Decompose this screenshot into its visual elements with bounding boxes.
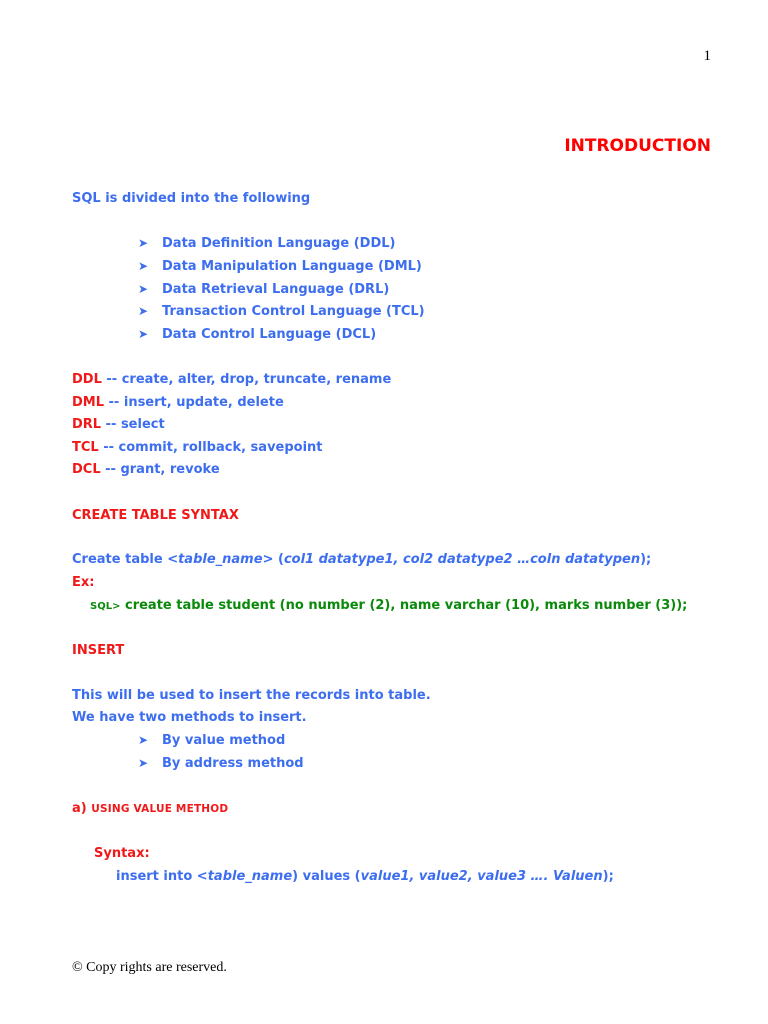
sub-heading: a) USING VALUE METHOD [72, 801, 229, 816]
list-item: ➤ Transaction Control Language (TCL) [138, 304, 425, 319]
sql-prompt: SQL> [90, 601, 121, 612]
arrow-bullet-icon: ➤ [138, 756, 149, 770]
command-row: DDL -- create, alter, drop, truncate, rename [72, 372, 392, 387]
arrow-bullet-icon: ➤ [138, 327, 149, 341]
example-label: Ex: [72, 575, 95, 590]
command-row: DRL -- select [72, 417, 165, 432]
insert-description: This will be used to insert the records into table. [72, 688, 431, 703]
list-item: ➤ By address method [138, 756, 304, 771]
command-row: DCL -- grant, revoke [72, 462, 220, 477]
page-number: 1 [703, 48, 711, 64]
arrow-bullet-icon: ➤ [138, 304, 149, 318]
arrow-bullet-icon: ➤ [138, 733, 149, 747]
arrow-bullet-icon: ➤ [138, 236, 149, 250]
syntax-label: Syntax: [94, 846, 150, 861]
insert-heading: INSERT [72, 643, 125, 658]
insert-syntax: insert into <table_name) values (value1, value2, value3 …. Valuen); [116, 869, 614, 884]
arrow-bullet-icon: ➤ [138, 259, 149, 273]
arrow-bullet-icon: ➤ [138, 282, 149, 296]
list-item: ➤ Data Retrieval Language (DRL) [138, 282, 390, 297]
page-title: INTRODUCTION [564, 136, 711, 156]
command-row: TCL -- commit, rollback, savepoint [72, 440, 323, 455]
list-item: ➤ Data Manipulation Language (DML) [138, 259, 422, 274]
example-code: SQL> create table student (no number (2), name varchar (10), marks number (3)); [90, 598, 688, 613]
footer-copyright: © Copy rights are reserved. [72, 960, 227, 975]
insert-description: We have two methods to insert. [72, 710, 307, 725]
command-row: DML -- insert, update, delete [72, 395, 284, 410]
intro-text: SQL is divided into the following [72, 191, 311, 206]
list-item: ➤ Data Control Language (DCL) [138, 327, 377, 342]
create-table-heading: CREATE TABLE SYNTAX [72, 508, 239, 523]
create-table-syntax: Create table <table_name> (col1 datatype1, col2 datatype2 …coln datatypen); [72, 552, 652, 567]
list-item: ➤ Data Definition Language (DDL) [138, 236, 396, 251]
list-item: ➤ By value method [138, 733, 286, 748]
